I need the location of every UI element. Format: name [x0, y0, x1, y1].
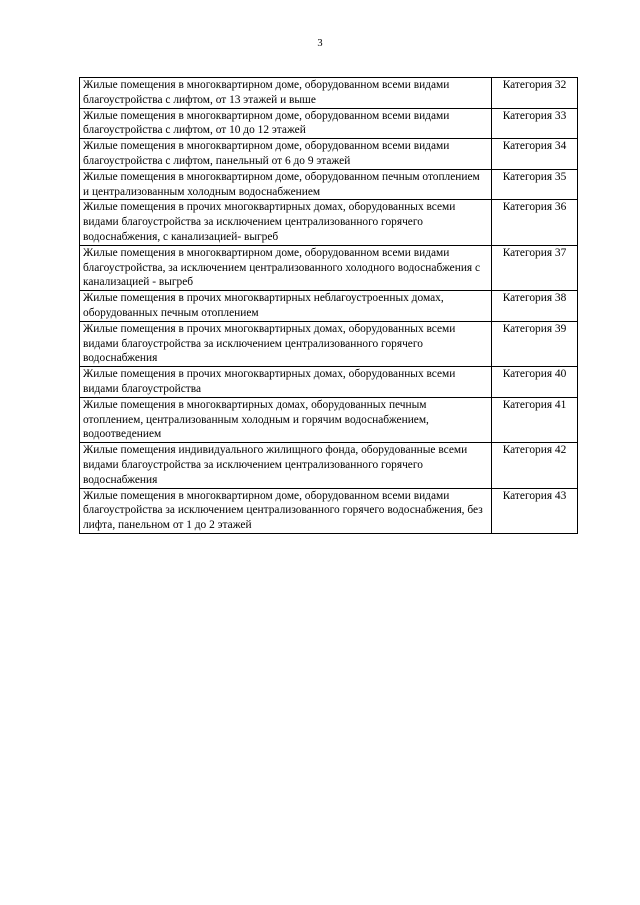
row-category: Категория 36: [492, 200, 578, 245]
table-row: [80, 443, 578, 488]
table-row: [80, 397, 578, 442]
category-table: [79, 77, 578, 534]
row-category: Категория 40: [492, 367, 578, 398]
table-row: [80, 291, 578, 322]
table-row: [80, 139, 578, 170]
table-row: [80, 367, 578, 398]
page-number: 3: [317, 38, 323, 49]
row-category: Категория 38: [492, 291, 578, 322]
row-description: Жилые помещения в многоквартирном доме, оборудованном всеми видами благоустройства за исключением централизованного горячего водоснабжения, без лифта, панельном от 1 до 2 этажей: [80, 488, 492, 533]
row-description: Жилые помещения в многоквартирном доме, оборудованном всеми видами благоустройства с лифтом, от 10 до 12 этажей: [80, 108, 492, 139]
row-category: Категория 42: [492, 443, 578, 488]
row-description: Жилые помещения в многоквартирных домах, оборудованных печным отоплением, централизованным холодным и горячим водоснабжением, водоотведением: [80, 397, 492, 442]
row-description: Жилые помещения в многоквартирном доме, оборудованном всеми видами благоустройства с лифтом, от 13 этажей и выше: [80, 78, 492, 109]
row-category: Категория 37: [492, 245, 578, 290]
row-category: Категория 32: [492, 78, 578, 109]
row-description: Жилые помещения в многоквартирном доме, оборудованном всеми видами благоустройства, за исключением централизованного холодного водоснабжения с канализацией - выгреб: [80, 245, 492, 290]
table-row: [80, 321, 578, 366]
row-category: Категория 33: [492, 108, 578, 139]
table-row: [80, 488, 578, 533]
row-description: Жилые помещения индивидуального жилищного фонда, оборудованные всеми видами благоустройства за исключением централизованного горячего водоснабжения: [80, 443, 492, 488]
row-category: Категория 41: [492, 397, 578, 442]
table-row: [80, 169, 578, 200]
row-description: Жилые помещения в многоквартирном доме, оборудованном печным отоплением и централизованным холодным водоснабжением: [80, 169, 492, 200]
row-description: Жилые помещения в прочих многоквартирных домах, оборудованных всеми видами благоустройства за исключением централизованного горячего водоснабжения: [80, 321, 492, 366]
row-description: Жилые помещения в многоквартирном доме, оборудованном всеми видами благоустройства с лифтом, панельный от 6 до 9 этажей: [80, 139, 492, 170]
row-description: Жилые помещения в прочих многоквартирных домах, оборудованных всеми видами благоустройства за исключением централизованного горячего водоснабжения, с канализацией- выгреб: [80, 200, 492, 245]
row-description: Жилые помещения в прочих многоквартирных домах, оборудованных всеми видами благоустройства: [80, 367, 492, 398]
table-row: [80, 245, 578, 290]
table-row: [80, 200, 578, 245]
row-description: Жилые помещения в прочих многоквартирных неблагоустроенных домах, оборудованных печным отоплением: [80, 291, 492, 322]
table-row: [80, 108, 578, 139]
row-category: Категория 39: [492, 321, 578, 366]
row-category: Категория 34: [492, 139, 578, 170]
row-category: Категория 43: [492, 488, 578, 533]
row-category: Категория 35: [492, 169, 578, 200]
table-row: [80, 78, 578, 109]
